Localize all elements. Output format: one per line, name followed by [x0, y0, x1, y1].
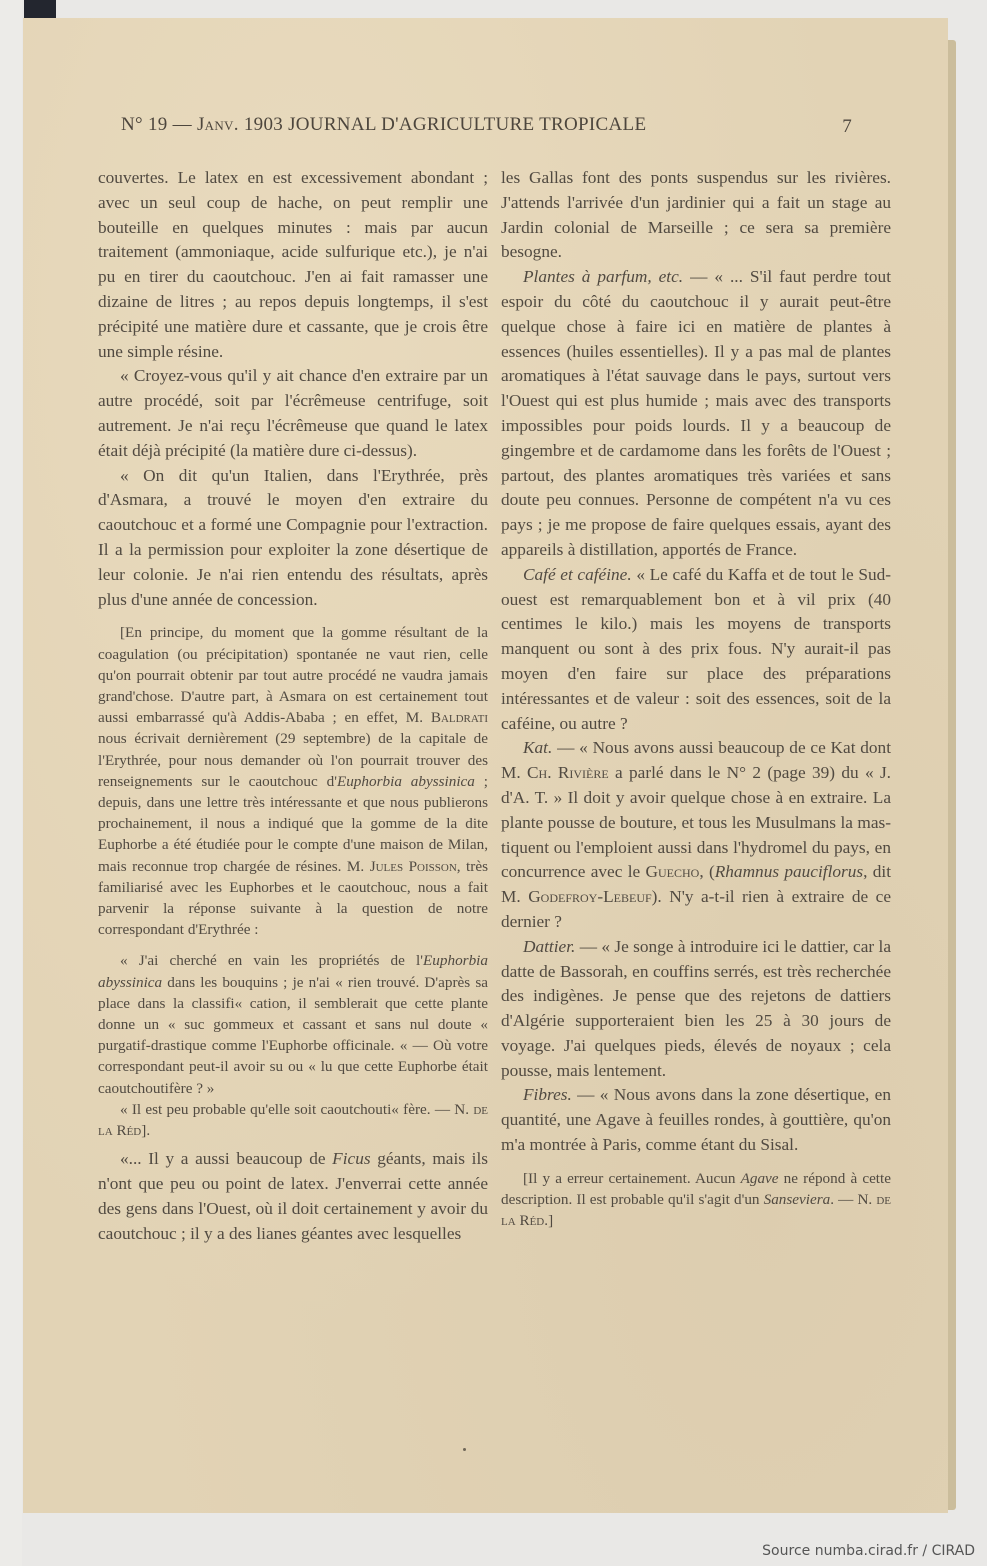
section-text: , (	[699, 862, 715, 882]
note-text: [Il y a erreur certainement. Aucun	[523, 1169, 741, 1187]
section-heading: Plantes à parfum, etc.	[523, 267, 684, 287]
editorial-closing	[98, 1099, 488, 1141]
paragraph-ecremeuse: « Croyez-vous qu'il y ait chance d'en extraire par un autre procédé, soit par l'écrêmeuse centrifuge, soit autrement. Je n'ai reçu l'écrêmeuse que quand le latex était déjà précipité (la matière dure ci-dessus).	[98, 366, 488, 460]
quote-text: dans les bouquins ; je n'ai « rien trouvé. D'après sa place dans la classifi« cation, il semblerait que cette plante donne un « suc gommeux et cassant et sans nul doute « purgatif-drastique comme l'Euphorbe officinale. « — Où votre correspondant peut-il avoir su ou « lu que cette Euphorbe était caoutchoutifère ? »	[98, 973, 488, 1097]
quoted-reply	[98, 950, 488, 1098]
right-column	[501, 166, 891, 1241]
note-text: , très familiarisé avec les Euphorbes et le caoutchouc, nous a fait parvenir la réponse suivante à la question de notre correspondant d'Erythrée :	[98, 857, 488, 939]
section-heading: Dattier.	[523, 936, 576, 956]
section-text: — « ... S'il faut perdre tout espoir du côté du caoutchouc il y aurait peut-être quelque chose à faire ici en matière de plantes à essences (huiles essentielles). Il y a pas mal de plantes aromatiques à l'état sauvage dans le pays, surtout vers l'Ouest qui est plus humide ; mais avec des transports impossibles pour poids lourds. Il y a beaucoup de gingembre et de cardamome dans les forêts de l'Ouest ; partout, des plantes aromatiques très variées et sans doute peu connues. Personne de compétent n'a vu ces pays ; je me propose de faire quelques essais, ayant des appareils à distillation, apportés de France.	[501, 267, 891, 559]
section-cafe	[501, 563, 891, 737]
section-fibres	[501, 1083, 891, 1157]
section-text: , dit M.	[501, 862, 891, 907]
note-text: ; depuis, dans une lettre très intéressante et que nous publierons prochainement, il nous a indiqué que la gomme de la dite Euphorbe a été étudiée pour le compte d'une maison de Milan, mais reconnue trop chargée de résines. M.	[98, 772, 488, 875]
note-text: . — N.	[830, 1191, 877, 1209]
paragraph-gallas: les Gallas font des ponts suspendus sur les rivières. J'attends l'arrivée d'un jardinier qui a fait un stage au Jardin colonial de Marseille ; ce sera sa première besogne.	[501, 168, 891, 262]
issue-date: Janv. 1903	[196, 114, 284, 135]
section-text: — « Nous avons aussi beaucoup de ce Kat dont M.	[501, 738, 891, 783]
section-text: ). N'y a-t-il rien à extraire de ce dernier ?	[501, 887, 891, 931]
species-name: Euphorbia abyssinica	[98, 952, 488, 991]
section-heading: Café et caféine.	[523, 564, 632, 584]
note-text: [En principe, du moment que la gomme résultant de la coagulation (ou précipitation) spontanée ne vaut rien, celle qu'on pourrait obtenir par tout autre procédé ne vaudra jamais grand'chose. D'autre part, à Asmara on est certainement tout aussi embarrassé qu'à Addis-Ababa ; en effet, M.	[98, 624, 488, 727]
paragraph-latex: couvertes. Le latex en est excessivement abondant ; avec un seul coup de hache, on peut remplir une bouteille en quelques minutes : mais par aucun traitement (ammoniaque, acide sulfurique etc.), je n'ai pu en tirer du caoutchouc. J'en ai fait ramasser une dizaine de litres ; au repos depuis longtemps, il s'est précipité une matière dure et cassante, que je crois être une simple résine.	[98, 168, 488, 361]
scanned-page	[23, 18, 948, 1513]
quote-text: « Il est peu probable qu'elle soit caoutchouti« fère. — N.	[120, 1100, 474, 1118]
species-name: Ficus	[332, 1149, 371, 1169]
person-name: Godefroy-Lebeuf	[528, 887, 652, 907]
genus-name: Agave	[740, 1169, 779, 1187]
paper-speck	[463, 1448, 466, 1451]
editorial-note-agave	[501, 1168, 891, 1232]
running-header	[121, 114, 852, 137]
editor-signature: de la Réd	[501, 1191, 891, 1230]
section-text: « Le café du Kaffa et de tout le Sud-ouest est remarquablement bon et à vil prix (40 centimes le kilo.) mais les moyens de transports manquent ou sont à des prix fous. N'y aurait-il pas moyen d'en faire sur place des préparations intéressantes et de valeur : soit des essences, soit de la caféine, ou autre ?	[501, 564, 892, 733]
paragraph-ficus	[98, 1147, 488, 1246]
paragraph-italien: « On dit qu'un Italien, dans l'Erythrée, près d'Asmara, a trouvé le moyen d'en extraire du caoutchouc et a formé une Compagnie pour l'extraction. Il a la permission pour exploiter la zone désertique de leur colonie. Je n'ai rien entendu des résultats, après plus d'une année de concession.	[98, 465, 488, 609]
editor-signature: de la Réd	[98, 1100, 488, 1140]
section-plantes-a-parfum	[501, 265, 891, 563]
paragraph-text: géants, mais ils n'ont que peu ou point de latex. J'enverrai cette année des gens dans l'Ouest, où il doit certainement y avoir du caoutchouc ; il y a des lianes géantes avec lesquelles	[98, 1149, 488, 1243]
scan-corner-marker	[24, 0, 56, 18]
section-heading: Fibres.	[523, 1085, 572, 1105]
note-text: .]	[544, 1212, 554, 1230]
section-kat	[501, 736, 891, 934]
page-number: 7	[842, 116, 852, 137]
section-dattier	[501, 935, 891, 1084]
section-text: — « Je songe à introduire ici le dattier, car la datte de Bassorah, en couffins serrés, est très recherchée des indigènes. Je pense que des rejetons de dattiers d'Algérie supporteraient bien les 25 à 30 jours de voyage. J'ai quelques pieds, élevés de noyaux ; cela pousse, mais lentement.	[501, 936, 891, 1080]
section-text: — « Nous avons dans la zone désertique, en quantité, une Agave à feuilles rondes, à gouttière, qu'on m'a montrée à Paris, comme étant du Sisal.	[501, 1085, 891, 1155]
species-name: Rhamnus pauciflorus	[714, 862, 864, 882]
genus-name: Sanseviera	[763, 1191, 831, 1209]
issue-number: N° 19 —	[121, 114, 197, 135]
quote-text: « J'ai cherché en vain les propriétés de l'	[120, 952, 424, 970]
plant-name: Guecho	[645, 862, 700, 882]
source-credit: Source numba.cirad.fr / CIRAD	[762, 1543, 975, 1559]
person-name: Ch. Rivière	[527, 763, 609, 783]
species-name: Euphorbia abyssinica	[336, 772, 475, 790]
left-column	[98, 166, 488, 1246]
note-text: nous écrivait dernièrement (29 septembre) de la capitale de l'Erythrée, pour nous demander où l'on pourrait trouver des renseignements sur le caoutchouc d'	[98, 730, 488, 790]
editorial-note-euphorbia	[98, 622, 488, 940]
quote-text: ].	[141, 1122, 151, 1140]
person-name: Baldrati	[430, 709, 488, 727]
person-name: Jules Poisson	[369, 857, 457, 875]
viewer-left-margin	[0, 0, 22, 1566]
section-heading: Kat.	[523, 738, 553, 758]
paragraph-text: «... Il y a aussi beaucoup de	[120, 1149, 333, 1169]
section-text: a parlé dans le N° 2 (page 39) du « J. d'A. T. » Il doit y avoir quelque chose à en extraire. La plante pousse de bouture, et tous les Musulmans la mastiquent ou l'emploient aussi dans l'hydromel du pays, en concurrence avec le	[501, 763, 891, 882]
note-text: ne répond à cette description. Il est probable qu'il s'agit d'un	[501, 1169, 891, 1209]
journal-title: JOURNAL D'AGRICULTURE TROPICALE	[283, 114, 647, 135]
